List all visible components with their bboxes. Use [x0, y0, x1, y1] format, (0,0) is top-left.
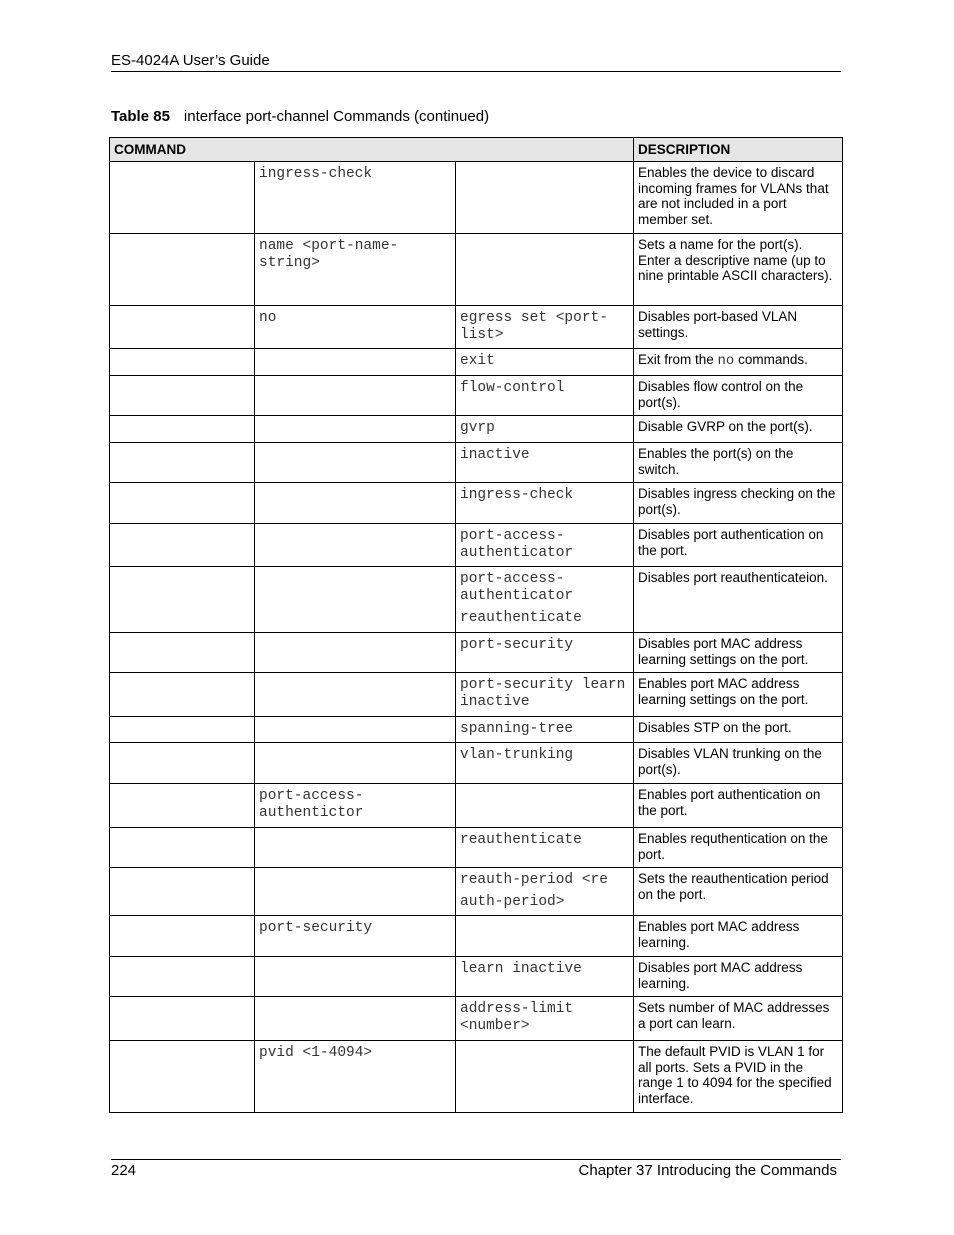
description-cell: Enables port authentication on the port. [634, 784, 843, 828]
cmd-cell-2 [255, 717, 456, 743]
description-cell: Disables VLAN trunking on the port(s). [634, 743, 843, 784]
description-cell: Disables ingress checking on the port(s). [634, 483, 843, 524]
table-row [110, 828, 843, 868]
table-row [110, 957, 843, 997]
description-code: no [717, 353, 735, 369]
cmd-cell-3: port-security learn inactive [456, 673, 634, 717]
description-cell: Sets number of MAC addresses a port can learn. [634, 997, 843, 1041]
cmd-cell-1 [110, 376, 255, 416]
table-row [110, 567, 843, 633]
description-cell: Disables port reauthenticateion. [634, 567, 843, 633]
table-row [110, 784, 843, 828]
cmd-cell-3: inactive [456, 443, 634, 483]
cmd-cell-1 [110, 633, 255, 673]
cmd-cell-1 [110, 162, 255, 234]
cmd-cell-2 [255, 633, 456, 673]
cmd-cell-3: gvrp [456, 416, 634, 443]
cmd-cell-1 [110, 306, 255, 349]
cmd-cell-1 [110, 524, 255, 567]
cmd-cell-3 [456, 567, 634, 633]
cmd-cell-1 [110, 784, 255, 828]
description-cell: Disables port-based VLAN settings. [634, 306, 843, 349]
cmd-cell-1 [110, 234, 255, 306]
cmd-cell-1 [110, 416, 255, 443]
cmd-cell-3: vlan-trunking [456, 743, 634, 784]
cmd-cell-2 [255, 483, 456, 524]
cmd-cell-3: exit [456, 349, 634, 376]
cmd-cell-2 [255, 524, 456, 567]
cmd-cell-1 [110, 717, 255, 743]
cmd-cell-3: port-access-authenticator [456, 524, 634, 567]
description-cell: Enables the device to discard incoming frames for VLANs that are not included in a port member set. [634, 162, 843, 234]
table-row [110, 162, 843, 234]
column-header-command: COMMAND [110, 138, 634, 162]
table-row [110, 234, 843, 306]
cmd-cell-3: address-limit <number> [456, 997, 634, 1041]
cmd-cell-1 [110, 483, 255, 524]
cmd-cell-2 [255, 376, 456, 416]
cmd-cell-3: flow-control [456, 376, 634, 416]
cmd-cell-2 [255, 443, 456, 483]
cmd-cell-1 [110, 443, 255, 483]
table-row [110, 868, 843, 916]
description-cell: The default PVID is VLAN 1 for all ports. Sets a PVID in the range 1 to 4094 for the specified interface. [634, 1041, 843, 1113]
cmd-text-continued: auth-period> [460, 894, 565, 910]
description-cell: Enables port MAC address learning. [634, 916, 843, 957]
table-row [110, 416, 843, 443]
cmd-cell-3: reauthenticate [456, 828, 634, 868]
table-caption-label: Table 85 [111, 108, 170, 125]
description-cell: Disable GVRP on the port(s). [634, 416, 843, 443]
table-header-row [110, 138, 843, 162]
cmd-text: reauth-period <re [460, 872, 608, 888]
table-row [110, 673, 843, 717]
chapter-title: Chapter 37 Introducing the Commands [578, 1162, 837, 1179]
table-row [110, 306, 843, 349]
cmd-cell-1 [110, 997, 255, 1041]
table-caption [111, 108, 489, 125]
table-row [110, 743, 843, 784]
cmd-cell-1 [110, 868, 255, 916]
description-cell: Sets a name for the port(s). Enter a descriptive name (up to nine printable ASCII characters). [634, 234, 843, 306]
description-cell: Disables port MAC address learning. [634, 957, 843, 997]
description-cell: Disables STP on the port. [634, 717, 843, 743]
running-header: ES-4024A User’s Guide [111, 52, 270, 69]
description-cell: Disables port authentication on the port. [634, 524, 843, 567]
cmd-text-continued: reauthenticate [460, 610, 582, 626]
cmd-cell-3 [456, 916, 634, 957]
table-row [110, 1041, 843, 1113]
table-caption-text: interface port-channel Commands (continued) [183, 108, 490, 125]
table-row [110, 633, 843, 673]
page-number: 224 [111, 1162, 137, 1179]
cmd-cell-2 [255, 997, 456, 1041]
cmd-cell-1 [110, 743, 255, 784]
description-cell: Enables port MAC address learning settings on the port. [634, 673, 843, 717]
cmd-cell-3 [456, 162, 634, 234]
cmd-cell-2: ingress-check [255, 162, 456, 234]
cmd-cell-1 [110, 349, 255, 376]
cmd-cell-2 [255, 349, 456, 376]
header-divider [111, 71, 841, 72]
cmd-cell-2 [255, 743, 456, 784]
cmd-cell-2 [255, 673, 456, 717]
cmd-cell-2: port-security [255, 916, 456, 957]
cmd-cell-3 [456, 784, 634, 828]
table-row [110, 376, 843, 416]
cmd-cell-1 [110, 828, 255, 868]
cmd-cell-1 [110, 673, 255, 717]
table-row [110, 349, 843, 376]
description-cell: Enables the port(s) on the switch. [634, 443, 843, 483]
cmd-cell-3: ingress-check [456, 483, 634, 524]
cmd-cell-1 [110, 567, 255, 633]
table-row [110, 916, 843, 957]
cmd-cell-2: pvid <1-4094> [255, 1041, 456, 1113]
cmd-cell-3: spanning-tree [456, 717, 634, 743]
description-cell: Enables requthentication on the port. [634, 828, 843, 868]
commands-table [109, 137, 843, 1113]
cmd-cell-2 [255, 828, 456, 868]
table-row [110, 997, 843, 1041]
cmd-text: port-access-authenticator [460, 571, 574, 604]
table-row [110, 483, 843, 524]
cmd-cell-2 [255, 567, 456, 633]
description-cell: Disables port MAC address learning settings on the port. [634, 633, 843, 673]
cmd-cell-3 [456, 1041, 634, 1113]
footer-divider [111, 1159, 841, 1160]
cmd-cell-2: name <port-name-string> [255, 234, 456, 306]
cmd-cell-1 [110, 916, 255, 957]
cmd-cell-3 [456, 868, 634, 916]
cmd-cell-2 [255, 957, 456, 997]
table-row [110, 717, 843, 743]
cmd-cell-2: no [255, 306, 456, 349]
cmd-cell-1 [110, 1041, 255, 1113]
cmd-cell-3 [456, 234, 634, 306]
description-text: Exit from the [638, 352, 718, 367]
description-cell: Disables flow control on the port(s). [634, 376, 843, 416]
cmd-cell-2 [255, 868, 456, 916]
table-row [110, 443, 843, 483]
description-cell: Sets the reauthentication period on the port. [634, 868, 843, 916]
description-cell [634, 349, 843, 376]
cmd-cell-2 [255, 416, 456, 443]
column-header-description: DESCRIPTION [634, 138, 843, 162]
cmd-cell-1 [110, 957, 255, 997]
cmd-cell-3: port-security [456, 633, 634, 673]
table-row [110, 524, 843, 567]
cmd-cell-2: port-access-authentictor [255, 784, 456, 828]
description-text: commands. [734, 352, 808, 367]
cmd-cell-3: learn inactive [456, 957, 634, 997]
cmd-cell-3: egress set <port-list> [456, 306, 634, 349]
